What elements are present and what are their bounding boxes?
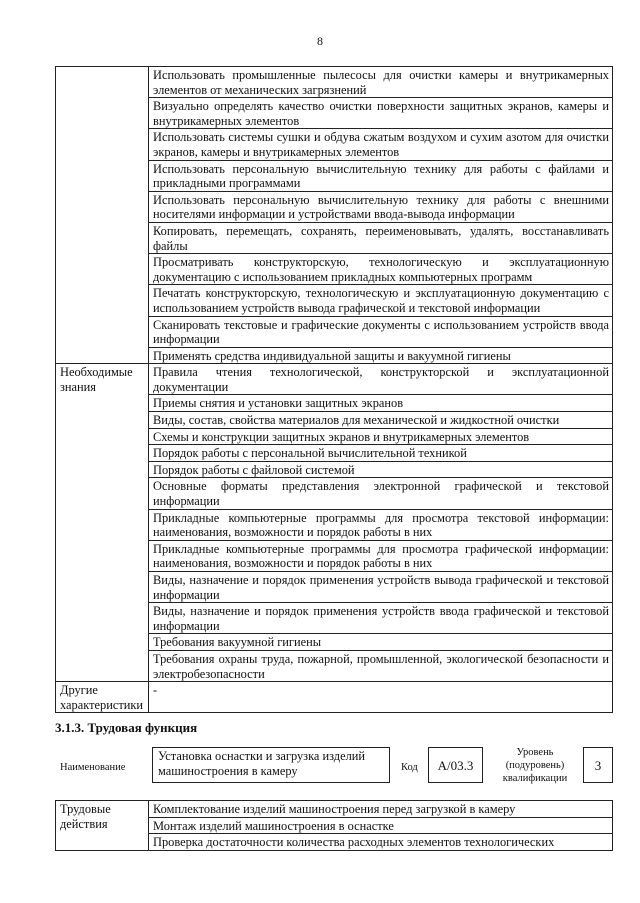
table-row	[56, 801, 613, 818]
requirements-table	[55, 66, 613, 713]
skill-item: Печатать конструкторскую, технологическую и эксплуатационную документацию с использованием устройств вывода графической и текстовой информации	[149, 285, 613, 316]
section-title: 3.1.3. Трудовая функция	[55, 720, 198, 735]
function-code: A/03.3	[428, 747, 483, 783]
knowledge-item: Виды, состав, свойства материалов для механической и жидкостной очистки	[149, 412, 613, 429]
name-label: Наименование	[60, 762, 126, 773]
knowledge-item: Виды, назначение и порядок применения устройств ввода графической и текстовой информации	[149, 603, 613, 634]
knowledge-item: Приемы снятия и установки защитных экранов	[149, 395, 613, 412]
knowledge-item: Основные форматы представления электронной графической и текстовой информации	[149, 478, 613, 509]
action-item: Комплектование изделий машиностроения перед загрузкой в камеру	[149, 801, 613, 818]
skill-item: Применять средства индивидуальной защиты и вакуумной гигиены	[149, 347, 613, 364]
knowledge-item: Виды, назначение и порядок применения устройств вывода графической и текстовой информации	[149, 572, 613, 603]
action-item: Монтаж изделий машиностроения в оснастке	[149, 817, 613, 834]
knowledge-item: Прикладные компьютерные программы для просмотра графической информации: наименования, возможности и порядок работы в них	[149, 540, 613, 571]
qualification-level: 3	[583, 747, 613, 783]
action-item: Проверка достаточности количества расходных элементов технологических	[149, 834, 613, 851]
code-label: Код	[401, 762, 418, 773]
page-number: 8	[317, 34, 323, 48]
table-row	[56, 364, 613, 395]
skill-item: Копировать, перемещать, сохранять, переименовывать, удалять, восстанавливать файлы	[149, 222, 613, 253]
knowledge-item: Порядок работы с файловой системой	[149, 461, 613, 478]
knowledge-item: Правила чтения технологической, конструкторской и эксплуатационной документации	[149, 364, 613, 395]
skill-item: Использовать персональную вычислительную технику для работы с файлами и прикладными программами	[149, 160, 613, 191]
skills-label-cell	[56, 67, 149, 364]
function-name: Установка оснастки и загрузка изделий машиностроения в камеру	[152, 747, 390, 783]
knowledge-item: Схемы и конструкции защитных экранов и внутрикамерных элементов	[149, 428, 613, 445]
skill-item: Использовать персональную вычислительную технику для работы с внешними носителями информации и устройствами ввода-вывода информации	[149, 191, 613, 222]
skill-item: Использовать системы сушки и обдува сжатым воздухом и сухим азотом для очистки экранов, камеры и внутрикамерных элементов	[149, 129, 613, 160]
other-value: -	[149, 682, 613, 713]
skill-item: Визуально определять качество очистки поверхности защитных экранов, камеры и внутрикамерных элементов	[149, 98, 613, 129]
knowledge-item: Требования вакуумной гигиены	[149, 634, 613, 651]
table-row	[56, 682, 613, 713]
skill-item: Использовать промышленные пылесосы для очистки камеры и внутрикамерных элементов от механических загрязнений	[149, 67, 613, 98]
table-row	[56, 67, 613, 98]
actions-label: Трудовые действия	[56, 801, 149, 851]
knowledge-item: Порядок работы с персональной вычислительной техникой	[149, 445, 613, 462]
knowledge-item: Прикладные компьютерные программы для просмотра текстовой информации: наименования, возможности и порядок работы в них	[149, 509, 613, 540]
knowledge-label: Необходимые знания	[56, 364, 149, 682]
other-label: Другие характеристики	[56, 682, 149, 713]
level-label: Уровень (подуровень) квалификации	[502, 747, 568, 784]
skill-item: Просматривать конструкторскую, технологическую и эксплуатационную документацию с использованием прикладных компьютерных программ	[149, 254, 613, 285]
knowledge-item: Требования охраны труда, пожарной, промышленной, экологической безопасности и электробезопасности	[149, 650, 613, 681]
actions-table	[55, 800, 613, 851]
skill-item: Сканировать текстовые и графические документы с использованием устройств ввода информации	[149, 316, 613, 347]
